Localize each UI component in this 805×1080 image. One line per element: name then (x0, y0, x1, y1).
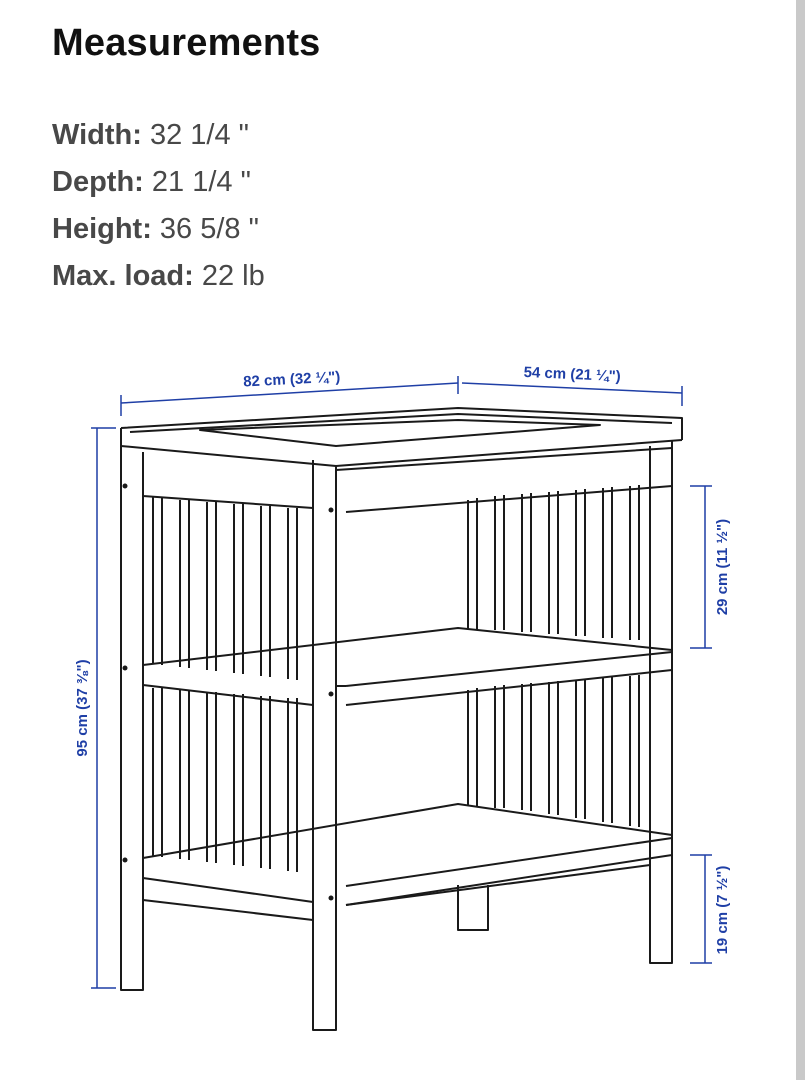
width-dimension-label: 82 cm (32 ¼") (242, 368, 341, 391)
depth-dimension-label: 54 cm (21 ¼") (523, 363, 622, 386)
spec-height-label: Height: (52, 213, 152, 245)
spec-width-label: Width: (52, 119, 142, 151)
spec-depth-value: 21 1/4 " (143, 166, 251, 198)
front-bottom-rail (346, 865, 650, 905)
scrollbar-thumb[interactable] (796, 0, 805, 1080)
center-front-post (313, 460, 336, 1030)
spec-height-value: 36 5/8 " (151, 213, 259, 245)
middle-shelf-front (346, 652, 672, 686)
left-upper-rail (143, 452, 313, 508)
bottom-gap-dimension-label: 19 cm (7 ½") (714, 865, 731, 955)
screw-dots (123, 484, 334, 901)
scrollbar-track[interactable] (796, 0, 805, 1080)
right-front-post (650, 440, 672, 963)
spec-max-load-label: Max. load: (52, 260, 194, 292)
back-slats-upper (468, 485, 639, 640)
spec-width-value: 32 1/4 " (141, 119, 249, 151)
upper-gap-dimension-label: 29 cm (11 ½") (714, 518, 731, 616)
back-leg (458, 885, 488, 930)
page-title: Measurements (52, 22, 321, 64)
top-frame-front (121, 428, 682, 466)
spec-max-load-value: 22 lb (193, 260, 265, 292)
depth-dimension-line (462, 383, 682, 393)
left-front-post (121, 446, 143, 990)
spec-depth-label: Depth: (52, 166, 144, 198)
furniture-drawing (121, 408, 682, 1030)
back-slats-lower (468, 675, 639, 827)
upper-side-slats (153, 497, 297, 680)
height-dimension-label: 95 cm (37 ⅜") (74, 659, 91, 757)
